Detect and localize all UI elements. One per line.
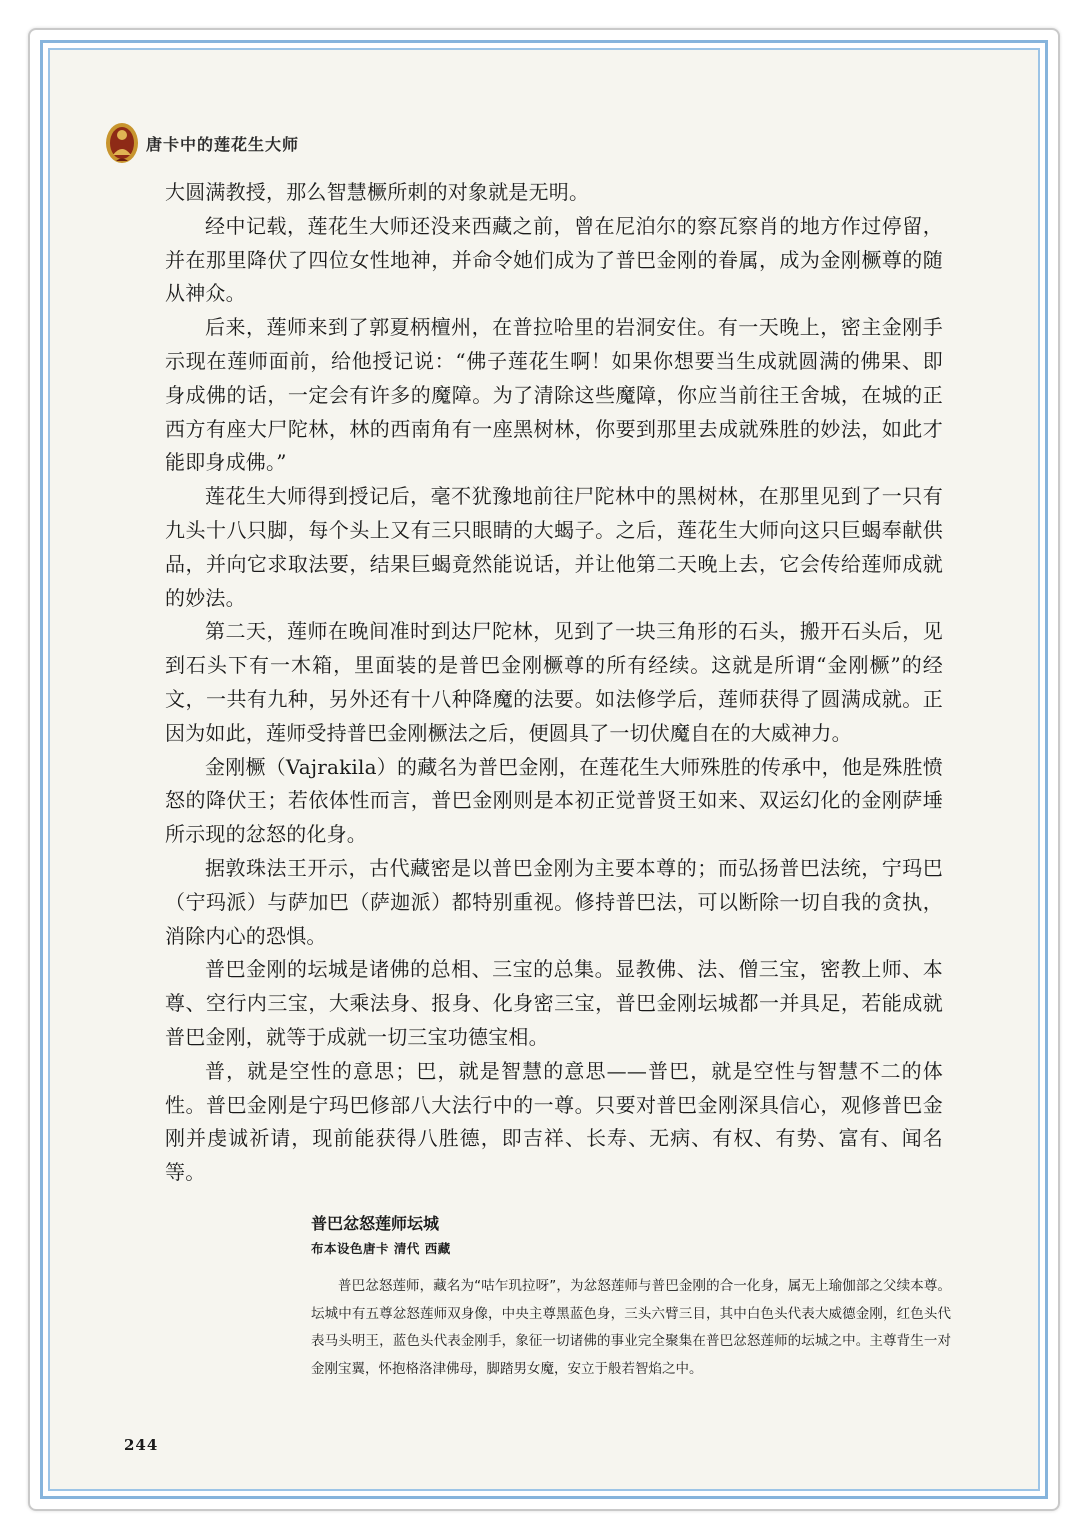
paragraph: 普巴金刚的坛城是诸佛的总相、三宝的总集。显教佛、法、僧三宝，密教上师、本尊、空行内三宝，大乘法身、报身、化身密三宝，普巴金刚坛城都一并具足，若能成就普巴金刚，就等于成就一切三宝功德宝相。 <box>165 957 943 1049</box>
paragraph: 经中记载，莲花生大师还没来西藏之前，曾在尼泊尔的察瓦察肖的地方作过停留，并在那里降伏了四位女性地神，并命令她们成为了普巴金刚的眷属，成为金刚橛尊的随从神众。 <box>165 213 943 306</box>
padmasambhava-emblem-icon <box>104 121 140 165</box>
running-header <box>104 120 299 166</box>
caption-text: 普巴忿怒莲师，藏名为“咕乍玑拉呀”，为忿怒莲师与普巴金刚的合一化身，属无上瑜伽部之父续本尊。坛城中有五尊忿怒莲师双身像，中央主尊黑蓝色身，三头六臂三目，其中白色头代表大威德金刚，红色头代表马头明王，蓝色头代表金刚手，象征一切诸佛的事业完全聚集在普巴忿怒莲师的坛城之中。主尊背生一对金刚宝翼，怀抱格洛津佛母，脚踏男女魔，安立于般若智焰之中。 <box>311 1278 951 1377</box>
caption-title: 普巴忿怒莲师坛城 <box>311 1214 440 1233</box>
paragraph: 莲花生大师得到授记后，毫不犹豫地前往尸陀林中的黑树林，在那里见到了一只有九头十八只脚，每个头上又有三只眼睛的大蝎子。之后，莲花生大师向这只巨蝎奉献供品，并向它求取法要，结果巨蝎竟然能说话，并让他第二天晚上去，它会传给莲师成就的妙法。 <box>165 484 943 610</box>
figure-caption <box>311 1211 951 1383</box>
paragraph: 大圆满教授，那么智慧橛所刺的对象就是无明。 <box>165 180 590 204</box>
paragraph: 普，就是空性的意思；巴，就是智慧的意思——普巴，就是空性与智慧不二的体性。普巴金刚是宁玛巴修部八大法行中的一尊。只要对普巴金刚深具信心，观修普巴金刚并虔诚祈请，现前能获得八胜德，即吉祥、长寿、无病、有权、有势、富有、闻名等。 <box>165 1058 943 1185</box>
running-header-title: 唐卡中的莲花生大师 <box>146 134 300 154</box>
page-number: 244 <box>124 1436 159 1454</box>
main-text <box>165 176 943 1190</box>
paragraph: 第二天，莲师在晚间准时到达尸陀林，见到了一块三角形的石头，搬开石头后，见到石头下有一木箱，里面装的是普巴金刚橛尊的所有经续。这就是所谓“金刚橛”的经文，一共有九种，另外还有十八种降魔的法要。如法修学后，莲师获得了圆满成就。正因为如此，莲师受持普巴金刚橛法之后，便圆具了一切伏魔自在的大威神力。 <box>165 619 943 745</box>
paragraph: 后来，莲师来到了郭夏柄檀州，在普拉哈里的岩洞安住。有一天晚上，密主金刚手示现在莲师面前，给他授记说：“佛子莲花生啊！如果你想要当生成就圆满的佛果、即身成佛的话，一定会有许多的魔障。为了清除这些魔障，你应当前往王舍城，在城的正西方有座大尸陀林，林的西南角有一座黑树林，你要到那里去成就殊胜的妙法，如此才能即身成佛。” <box>165 315 943 475</box>
paragraph: 据敦珠法王开示，古代藏密是以普巴金刚为主要本尊的；而弘扬普巴法统，宁玛巴（宁玛派）与萨加巴（萨迦派）都特别重视。修持普巴法，可以断除一切自我的贪执，消除内心的恐惧。 <box>165 855 943 948</box>
paragraph: 金刚橛（Vajrakila）的藏名为普巴金刚，在莲花生大师殊胜的传承中，他是殊胜愤怒的降伏王；若依体性而言，普巴金刚则是本初正觉普贤王如来、双运幻化的金刚萨埵所示现的忿怒的化身。 <box>165 754 943 847</box>
caption-subtitle: 布本设色唐卡 清代 西藏 <box>311 1241 451 1256</box>
